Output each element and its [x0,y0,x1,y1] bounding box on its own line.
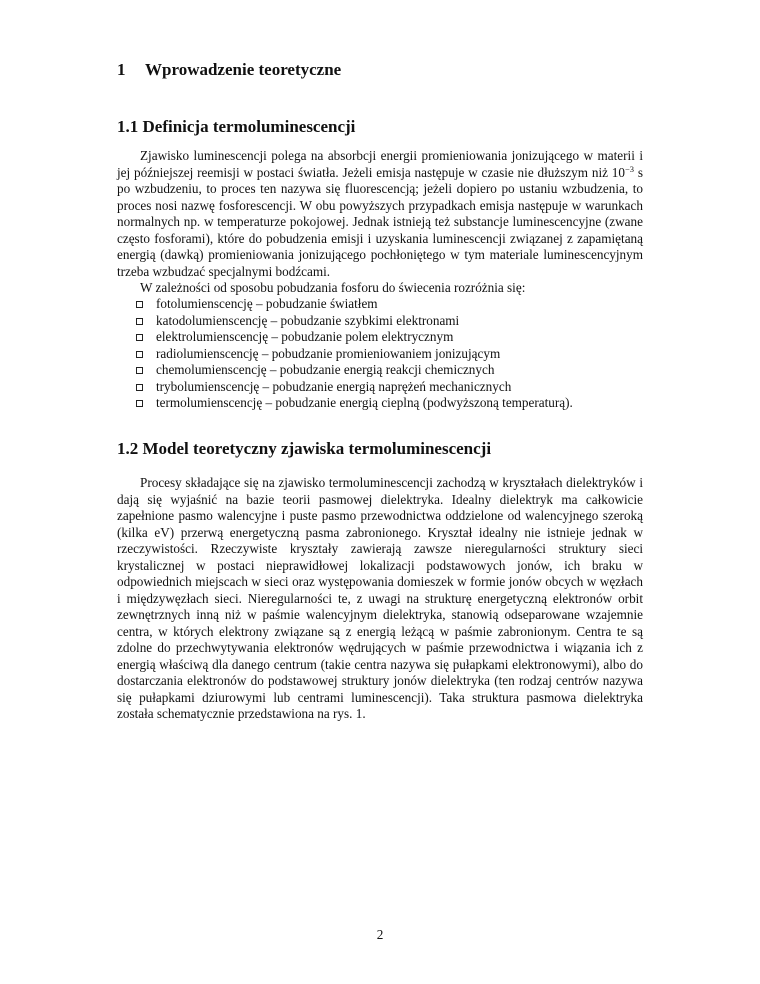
list-item: radiolumienscencję – pobudzanie promieniowaniem jonizującym [136,346,573,363]
luminescence-types-list [136,296,573,412]
square-bullet-icon [136,334,143,341]
list-item: trybolumienscencję – pobudzanie energią naprężeń mechanicznych [136,379,573,396]
list-item: elektrolumienscencję – pobudzanie polem elektrycznym [136,329,573,346]
exponent: −3 [624,163,635,174]
paragraph-text-end: s po wzbudzeniu, to proces ten nazywa się fluorescencją; jeżeli dopiero po ustaniu wzbudzenia, to proces nosi nazwę fosforescencji. W obu powyższych przypadkach emisja następuje w warunkach normalnych np. w temperaturze pokojowej. Jednak istnieją też substancje luminescencyjne (zwane często fosforami), które do pobudzenia emisji i uzyskania luminescencji związanej z zapamiętaną energią (dawką) promieniowania jonizującego pochłoniętego w tym materiale luminescencyjnym trzeba wzbudzać specjalnymi bodźcami. [117,164,643,279]
square-bullet-icon [136,301,143,308]
list-item: fotolumienscencję – pobudzanie światłem [136,296,573,313]
chapter-heading [117,60,341,80]
section-1-2-paragraph: Procesy składające się na zjawisko termoluminescencji zachodzą w kryształach dielektryków i dają się wyjaśnić na bazie teorii pasmowej dielektryka. Idealny dielektryk ma całkowicie zapełnione pasmo walencyjne i puste pasmo przewodnictwa oddzielone od walencyjnego szeroką (kilka eV) przerwą energetyczną pasma zabronionego. Kryształ idealny nie istnieje jednak w rzeczywistości. Rzeczywiste kryształy zawierają zawsze nieregularności struktury sieci krystalicznej w postaci nieprawidłowej lokalizacji podstawowych jonów, ich braku w odpowiednich miejscach w sieci oraz występowania domieszek w formie jonów obcych w węzłach i międzywęzłach sieci. Nieregularności te, z uwagi na strukturę energetyczną elektronów orbit zewnętrznych inną niż w paśmie walencyjnym dielektryka, stanowią odseparowane wzajemnie centra, w których elektrony związane są z energią leżącą w paśmie zabronionym. Centra te są zdolne do przechwytywania elektronów wędrujących w paśmie przewodnictwa i wiązania ich z energią właściwą dla danego centrum (takie centra nazywa się pułapkami elektronowymi), albo do dostarczania elektronów do podstawowej struktury jonów dielektryka (ten rodzaj centrów nazywa się pułapkami dziurowymi lub centrami luminescencji). Taka struktura pasmowa dielektryka została schematycznie przedstawiona na rys. 1. [117,475,643,721]
paragraph-text-start: Zjawisko luminescencji polega na absorbcji energii promieniowania jonizującego w materii i jej późniejszej reemisji w postaci światła. Jeżeli emisja następuje w czasie nie dłuższym niż 10 [117,148,643,180]
list-item: katodolumienscencję – pobudzanie szybkimi elektronami [136,313,573,330]
section-1-1-heading: 1.1 Definicja termoluminescencji [117,117,356,136]
page-number: 2 [376,927,384,942]
square-bullet-icon [136,367,143,374]
chapter-title: Wprowadzenie teoretyczne [145,60,342,79]
list-intro: W zależności od sposobu pobudzania fosforu do świecenia rozróżnia się: [140,280,526,295]
chapter-number: 1 [117,60,126,79]
square-bullet-icon [136,384,143,391]
section-1-1-paragraph [117,148,643,280]
list-item: termolumienscencję – pobudzanie energią cieplną (podwyższoną temperaturą). [136,395,573,412]
square-bullet-icon [136,400,143,407]
list-item: chemolumienscencję – pobudzanie energią reakcji chemicznych [136,362,573,379]
section-1-2-heading: 1.2 Model teoretyczny zjawiska termoluminescencji [117,439,492,458]
square-bullet-icon [136,351,143,358]
square-bullet-icon [136,318,143,325]
